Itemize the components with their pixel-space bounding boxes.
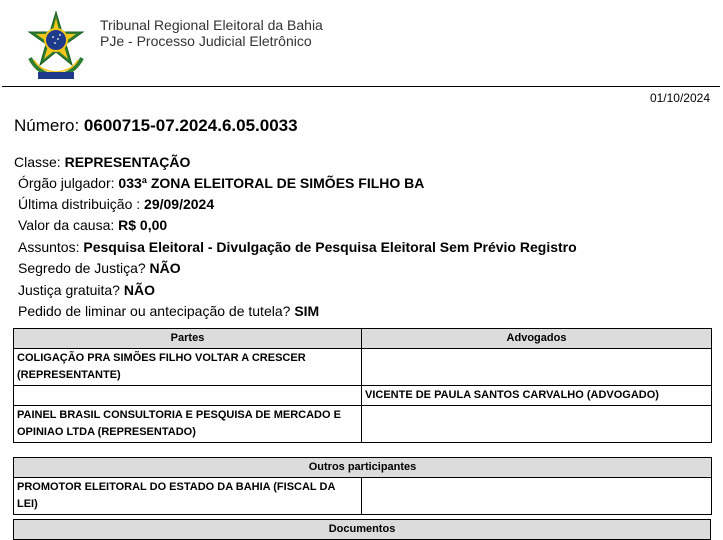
- distribuicao-value: 29/09/2024: [144, 196, 215, 212]
- field-segredo: [18, 259, 181, 277]
- brazil-coat-of-arms-icon: [22, 10, 90, 82]
- system-name: PJe - Processo Judicial Eletrônico: [100, 33, 312, 49]
- partes-header-row: [14, 329, 712, 349]
- assuntos-label: Assuntos:: [18, 239, 80, 255]
- outros-header-row: [14, 458, 712, 478]
- documentos-table: [13, 519, 711, 540]
- documentos-header: Documentos: [14, 520, 711, 540]
- advogados-column-header: Advogados: [362, 329, 712, 349]
- document-date: 01/10/2024: [649, 91, 710, 105]
- process-number-label: Número:: [14, 116, 80, 135]
- advogado-cell: [362, 349, 712, 386]
- assuntos-value: Pesquisa Eleitoral - Divulgação de Pesquisa Eleitoral Sem Prévio Registro: [83, 239, 577, 255]
- valor-label: Valor da causa:: [18, 217, 115, 233]
- participante-cell: PROMOTOR ELEITORAL DO ESTADO DA BAHIA (FISCAL DA LEI): [14, 478, 362, 515]
- gratuita-value: NÃO: [123, 282, 155, 298]
- parte-cell: [14, 386, 362, 406]
- gratuita-label: Justiça gratuita?: [18, 282, 120, 298]
- documentos-header-row: [14, 520, 711, 540]
- header-divider: [2, 86, 720, 87]
- field-orgao: [18, 174, 424, 192]
- field-distribuicao: [18, 195, 214, 213]
- table-row: [14, 349, 712, 386]
- field-liminar: [18, 302, 319, 320]
- table-row: [14, 478, 712, 515]
- orgao-label: Órgão julgador:: [18, 175, 115, 191]
- partes-column-header: Partes: [14, 329, 362, 349]
- field-valor: [18, 216, 167, 234]
- valor-value: R$ 0,00: [118, 217, 168, 233]
- segredo-label: Segredo de Justiça?: [18, 260, 146, 276]
- court-name: Tribunal Regional Eleitoral da Bahia: [100, 17, 323, 33]
- parte-cell: PAINEL BRASIL CONSULTORIA E PESQUISA DE MERCADO E OPINIAO LTDA (REPRESENTADO): [14, 406, 362, 443]
- parte-cell: COLIGAÇÃO PRA SIMÕES FILHO VOLTAR A CRESCER (REPRESENTANTE): [14, 349, 362, 386]
- page-header: [0, 0, 723, 88]
- table-row: [14, 386, 712, 406]
- liminar-label: Pedido de liminar ou antecipação de tutela?: [18, 303, 291, 319]
- participante-empty-cell: [362, 478, 712, 515]
- segredo-value: NÃO: [149, 260, 181, 276]
- field-gratuita: [18, 281, 155, 299]
- distribuicao-label: Última distribuição :: [18, 196, 141, 212]
- outros-participantes-table: [13, 457, 712, 515]
- advogado-cell: VICENTE DE PAULA SANTOS CARVALHO (ADVOGADO): [362, 386, 712, 406]
- advogado-cell: [362, 406, 712, 443]
- classe-label: Classe:: [14, 154, 61, 170]
- liminar-value: SIM: [294, 303, 320, 319]
- outros-header: Outros participantes: [14, 458, 712, 478]
- process-number: [14, 116, 298, 136]
- field-classe: [14, 153, 190, 171]
- classe-value: REPRESENTAÇÃO: [64, 154, 191, 170]
- field-assuntos: [18, 238, 577, 256]
- process-number-value: 0600715-07.2024.6.05.0033: [83, 116, 298, 135]
- orgao-value: 033ª ZONA ELEITORAL DE SIMÕES FILHO BA: [118, 175, 425, 191]
- table-row: [14, 406, 712, 443]
- partes-table: [13, 328, 712, 443]
